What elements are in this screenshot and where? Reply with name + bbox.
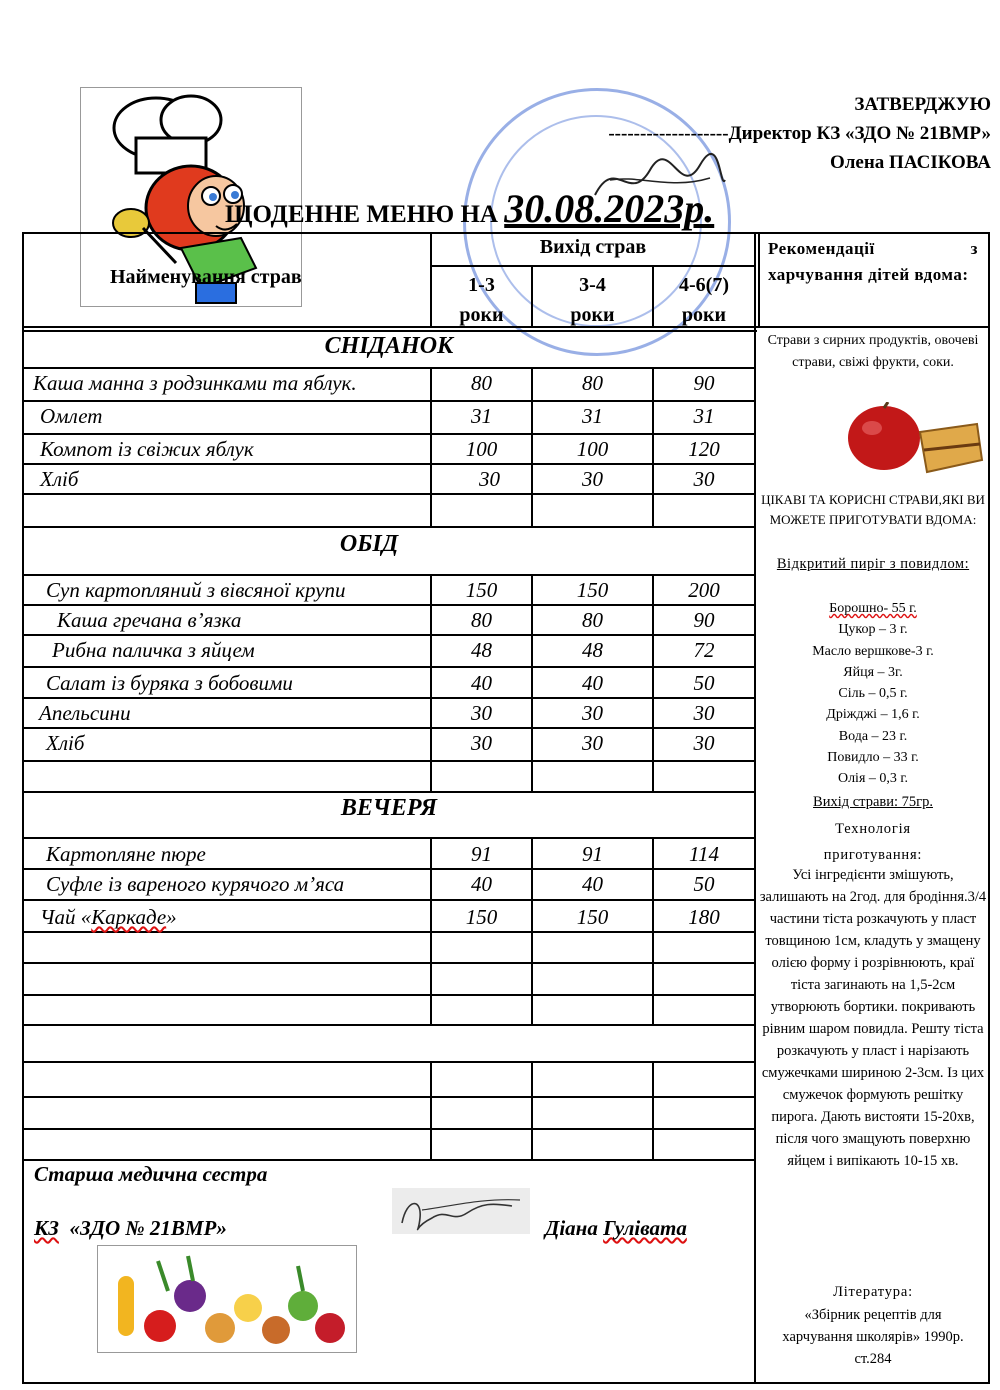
portion-1-3: 40 [471,872,492,896]
portion-4-6: 30 [693,467,715,491]
ingredient: Повидло – 33 г. [827,750,919,766]
row-line [22,760,756,762]
ingredient [758,598,988,619]
ingredient: Сіль – 0,5 г. [838,686,908,702]
portion-4-6: 114 [689,842,719,866]
literature-title: Література: [833,1284,913,1300]
row-line [22,962,756,964]
nurse-title: Старша медична сестра [34,1162,268,1186]
recipe-yield: Вихід страви: 75гр. [813,794,933,810]
row-line [22,791,756,793]
dish-name: Салат із буряка з бобовими [46,671,293,695]
table-border-top [22,232,990,234]
portion-3-4: 150 [576,578,609,602]
dish-name: Компот із свіжих яблук [40,437,254,461]
row-line [22,367,756,369]
section-breakfast: СНІДАНОК [324,333,454,359]
nurse-name-part: Гулівата [603,1216,687,1240]
portion-3-4: 150 [576,905,609,929]
dish-name-part: Каркаде [91,905,167,929]
age-group-1-unit: роки [459,304,504,326]
portion-1-3: 30 [471,731,492,755]
nurse-name-part: Діана [545,1216,604,1240]
row-line [22,574,756,576]
row-line [22,899,756,901]
portion-1-3: 100 [465,437,498,461]
ingredient: Яйця – 3г. [843,664,903,680]
row-line [22,400,756,402]
portion-4-6: 90 [693,371,715,395]
dish-name: Омлет [40,404,103,428]
approval-name: Олена ПАСІКОВА [829,152,991,173]
portion-4-6: 31 [693,404,715,428]
portion-1-3: 48 [471,638,492,662]
portion-3-4: 100 [576,437,609,461]
row-line [22,666,756,668]
approval-heading: ЗАТВЕРДЖУЮ [854,94,991,115]
ingredient: Цукор – 3 г. [838,622,908,638]
portion-1-3: 91 [471,842,492,866]
portion-1-3: 150 [465,578,498,602]
portion-4-6: 200 [688,578,720,602]
sidebar-intro: Страви з сирних продуктів, овочеві страви, свіжі фрукти, соки. [767,333,979,370]
portion-1-3: 80 [471,608,492,632]
page-title [225,185,714,232]
section-dinner: ВЕЧЕРЯ [340,795,438,821]
portion-4-6: 72 [693,638,715,662]
table-border-bottom [22,1382,990,1384]
portion-3-4: 30 [582,731,603,755]
section-lunch: ОБІД [339,531,399,557]
dish-name: Каша манна з родзинками та яблук. [33,371,357,395]
table-border-right [988,232,990,1384]
dish-name: Суп картопляний з вівсяної крупи [46,578,346,602]
header-recommendations: Рекомендації з харчування дітей вдома: [768,239,978,284]
header-divider [430,265,756,267]
nurse-signature [392,1188,530,1234]
row-line [22,1096,756,1098]
age-group-1-range: 1-3 [468,274,495,296]
portion-4-6: 180 [688,905,720,929]
col-divider [758,232,760,328]
age-group-2-range: 3-4 [579,274,606,296]
age-group-2-unit: роки [570,304,615,326]
row-line [22,727,756,729]
portion-3-4: 31 [582,404,603,428]
age-group-1 [432,270,531,330]
portion-4-6: 30 [693,731,715,755]
header-dish-name: Найменування страв [110,266,302,288]
row-line [22,604,756,606]
dish-name: Апельсини [39,701,131,725]
portion-3-4: 40 [582,671,603,695]
col-divider-sidebar [754,232,756,1384]
portion-3-4: 91 [582,842,603,866]
dish-name: Хліб [40,467,79,491]
dish-name [40,905,177,930]
header-bottom-2 [22,330,757,332]
dish-name-part: » [166,905,177,929]
row-line [22,931,756,933]
recipe-ingredients [758,598,988,790]
portion-4-6: 50 [693,872,715,896]
title-prefix: ЩОДЕННЕ МЕНЮ НА [225,201,498,228]
dish-name: Каша гречана в’язка [57,608,242,632]
dish-name: Хліб [46,731,85,755]
recipe-title: Відкритий пиріг з повидлом: [776,556,970,572]
age-group-3 [654,270,754,330]
dish-name: Картопляне пюре [46,842,206,866]
ingredient: Масло вершкове-3 г. [812,643,934,659]
nurse-org [34,1216,227,1241]
col-divider [652,1061,654,1160]
row-line [22,463,756,465]
row-line [22,433,756,435]
nurse-org-part: КЗ [34,1216,59,1240]
row-line [22,1128,756,1130]
row-line [22,837,756,839]
row-line [22,994,756,996]
nurse-signature-graphic [392,1188,530,1234]
portion-4-6: 120 [688,437,720,461]
header-output: Вихід страв [539,236,647,258]
apple-pie-picture [832,402,984,482]
nurse-name [545,1216,687,1241]
sidebar-interesting: ЦІКАВІ ТА КОРИСНІ СТРАВИ,ЯКІ ВИ МОЖЕТЕ ПРИГОТУВАТИ ВДОМА: [761,492,985,527]
portion-4-6: 30 [693,701,715,725]
row-line [22,868,756,870]
tech-text: Усі інгредієнти змішують, залишають на 2год. для бродіння.3/4 частини тіста розкачують у пласт товщиною 1см, кладуть у змащену олією форму і розрівнюють, краї тіста загинають на 1,5-2см утворюють бортики. покривають рівним шаром повидла. Решту тіста розкачують у пласт і нарізають смужечками шириною 2-3см. Із цих смужечок формують решітку пирога. Дають вистояти 15-20хв, після чого змащують поверхню яйцем і випікають 10-15 хв. [759,867,987,1169]
nurse-org-part: «ЗДО № 21ВМР» [58,1216,227,1240]
tech-title: Технологія приготування: [823,821,923,863]
col-divider [531,1061,533,1160]
ingredient: Олія – 0,3 г. [837,771,909,787]
portion-1-3: 30 [479,467,500,491]
age-group-2 [533,270,652,330]
ingredient: Вода – 23 г. [838,728,908,744]
portion-3-4: 48 [582,638,603,662]
portion-3-4: 30 [582,701,603,725]
approval-director-text: Директор КЗ «ЗДО № 21ВМР» [728,123,991,144]
portion-1-3: 80 [471,371,492,395]
approval-director [608,119,991,148]
portion-1-3: 40 [471,671,492,695]
ingredient: Дріжджі – 1,6 г. [826,707,920,723]
row-line [22,1159,756,1161]
portion-3-4: 40 [582,872,603,896]
title-date: 30.08.2023р. [504,186,715,231]
vegetables-picture [97,1245,357,1353]
vegetables-illustration [98,1246,356,1352]
row-line [22,634,756,636]
portion-4-6: 50 [693,671,715,695]
portion-1-3: 31 [471,404,492,428]
ingredient-text: Борошно- 55 г. [829,601,917,616]
row-line [22,526,756,528]
approval-dashes: ------------------- [608,123,729,144]
row-line [22,493,756,495]
row-line [22,1061,756,1063]
portion-3-4: 30 [582,467,603,491]
row-line [22,697,756,699]
row-line [22,1024,756,1026]
portion-1-3: 150 [465,905,498,929]
portion-4-6: 90 [693,608,715,632]
dish-name: Рибна паличка з яйцем [52,638,255,662]
portion-3-4: 80 [582,608,603,632]
portion-1-3: 30 [471,701,492,725]
dish-name: Суфле із вареного курячого м’яса [46,872,345,896]
age-group-3-unit: роки [681,304,727,326]
portion-3-4: 80 [582,371,603,395]
literature-text: «Збірник рецептів для харчування школярів» 1990р. ст.284 [782,1307,964,1367]
col-divider [430,1061,432,1160]
dish-name-part: Чай « [40,905,92,929]
age-group-3-range: 4-6(7) [679,274,729,296]
apple-pie-illustration [832,402,984,482]
